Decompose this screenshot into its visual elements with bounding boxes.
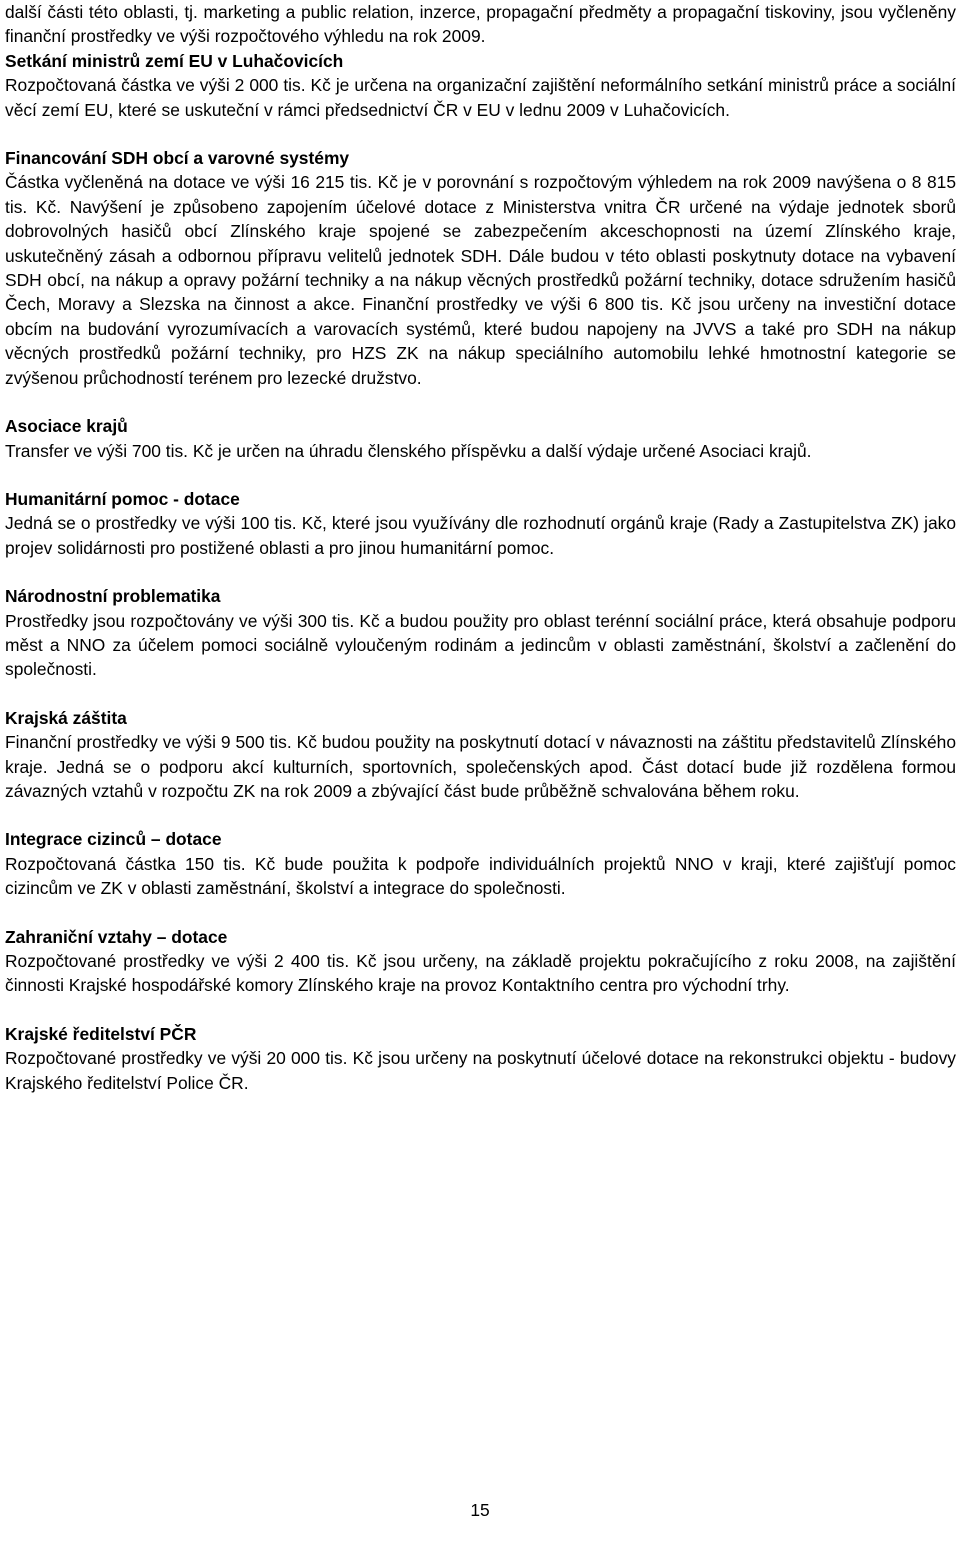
section-body: Rozpočtované prostředky ve výši 20 000 tis. Kč jsou určeny na poskytnutí účelové dotace na rekonstrukci objektu - budovy Krajského ředitelství Police ČR. bbox=[5, 1048, 956, 1093]
section-body: Transfer ve výši 700 tis. Kč je určen na úhradu členského příspěvku a další výdaje určené Asociaci krajů. bbox=[5, 440, 812, 461]
section-heading: Setkání ministrů zemí EU v Luhačovicích bbox=[5, 50, 344, 71]
section-body: Rozpočtované prostředky ve výši 2 400 tis. Kč jsou určeny, na základě projektu pokračujícího z roku 2008, na zajištění činnosti Krajské hospodářské komory Zlínského kraje na provoz Kontaktního centra pro východní trhy. bbox=[5, 951, 956, 996]
section-integrace-cizincu bbox=[5, 827, 956, 900]
section-heading: Financování SDH obcí a varovné systémy bbox=[5, 148, 350, 169]
section-humanitarni-pomoc bbox=[5, 487, 956, 560]
section-financovani-sdh bbox=[5, 146, 956, 390]
section-heading: Zahraniční vztahy – dotace bbox=[5, 926, 228, 947]
section-heading: Integrace cizinců – dotace bbox=[5, 829, 222, 850]
section-heading: Národnostní problematika bbox=[5, 586, 221, 607]
section-body: Rozpočtovaná částka 150 tis. Kč bude použita k podpoře individuálních projektů NNO v kraji, které zajišťují pomoc cizincům ve ZK v oblasti zaměstnání, školství a integrace do společnosti. bbox=[5, 853, 956, 899]
section-heading: Krajská záštita bbox=[5, 707, 127, 728]
section-setkani-ministru bbox=[5, 49, 956, 122]
section-krajske-reditelstvi-pcr bbox=[5, 1022, 956, 1095]
section-body: Jedná se o prostředky ve výši 100 tis. Kč, které jsou využívány dle rozhodnutí orgánů kraje (Rady a Zastupitelstva ZK) jako projev solidárnosti pro postižené oblasti a pro jinou humanitární pomoc. bbox=[5, 513, 956, 558]
section-heading: Humanitární pomoc - dotace bbox=[5, 488, 240, 509]
document-page bbox=[5, 0, 956, 1119]
section-heading: Krajské ředitelství PČR bbox=[5, 1023, 197, 1044]
section-body: Rozpočtovaná částka ve výši 2 000 tis. Kč je určena na organizační zajištění neformálního setkání ministrů práce a sociální věcí zemí EU, které se uskuteční v rámci předsednictví ČR v EU v lednu 2009 v Luhačovicích. bbox=[5, 75, 956, 120]
page-number: 15 bbox=[470, 1500, 490, 1520]
section-body: Prostředky jsou rozpočtovány ve výši 300 tis. Kč a budou použity pro oblast terénní sociální práce, která obsahuje podporu měst a NNO za účelem pomoci sociálně vyloučeným rodinám a jedincům v oblasti zaměstnání, školství a začlenění do společnosti. bbox=[5, 610, 956, 680]
section-asociace-kraju bbox=[5, 414, 956, 463]
section-krajska-zastita bbox=[5, 706, 956, 804]
section-zahranicni-vztahy bbox=[5, 925, 956, 998]
section-body: Finanční prostředky ve výši 9 500 tis. Kč budou použity na poskytnutí dotací v návaznosti na záštitu představitelů Zlínského kraje. Jedná se o podporu akcí kulturních, sportovních, společenských apod. Část dotací bude již rozdělena formou závazných vztahů v rozpočtu ZK na rok 2009 a zbývající část bude průběžně schvalována během roku. bbox=[5, 732, 956, 801]
section-narodnostni-problematika bbox=[5, 584, 956, 682]
intro-paragraph: další části této oblasti, tj. marketing a public relation, inzerce, propagační předměty a propagační tiskoviny, jsou vyčleněny finanční prostředky ve výši rozpočtového výhledu na rok 2009. bbox=[5, 2, 956, 47]
section-heading: Asociace krajů bbox=[5, 416, 128, 437]
section-body: Částka vyčleněná na dotace ve výši 16 215 tis. Kč je v porovnání s rozpočtovým výhledem na rok 2009 navýšena o 8 815 tis. Kč. Navýšení je způsobeno zapojením účelové dotace z Ministerstva vnitra ČR určené na výdaje jednotek sborů dobrovolných hasičů obcí Zlínského kraje spojené se zabezpečením akceschopnosti na území Zlínského kraje, uskutečněný zásah a odbornou přípravu velitelů jednotek SDH. Dále budou v této oblasti poskytnuty dotace na vybavení SDH obcí, na nákup a opravy požární techniky a na nákup věcných prostředků požární techniky, dotace sdružením hasičů Čech, Moravy a Slezska na činnost a akce. Finanční prostředky ve výši 6 800 tis. Kč jsou určeny na investiční dotace obcím na budování vyrozumívacích a varovacích systémů, které budou napojeny na JVVS a také pro SDH na nákup věcných prostředků požární techniky, pro HZS ZK na nákup speciálního automobilu lehké hmotnostní kategorie se zvýšenou průchodností terénem pro lezecké družstvo. bbox=[5, 172, 956, 388]
